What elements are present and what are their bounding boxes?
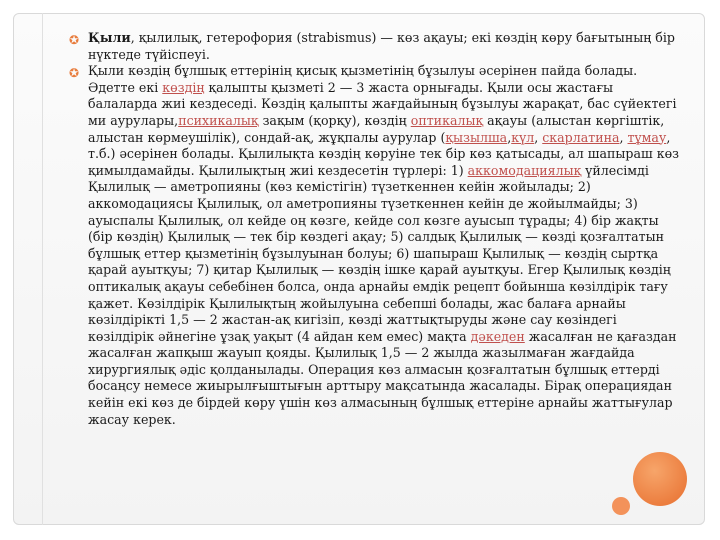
paragraph-text: , <box>619 129 628 145</box>
bullet-icon: ✪ <box>69 33 80 47</box>
link-kul[interactable]: күл <box>511 129 535 145</box>
link-optical[interactable]: оптикалық <box>410 112 484 128</box>
definition-text: , қылилық, гетерофория (strabismus) — көз ақауы; екі көздің көру бағытының бір нүктеде түйіспеуі. <box>88 30 675 62</box>
link-measles[interactable]: қызылша <box>445 129 508 145</box>
paragraph-text: ақауы (алыстан көргіштік, алыстан көрмеушілік), сондай-ақ, жұқпалы аурулар ( <box>88 112 665 145</box>
bullet-icon: ✪ <box>69 66 80 81</box>
paragraph-text: қалыпты қызметі 2 — 3 жаста орнығады. Қыли осы жастағы балаларда жиі кездеседі. Көздің қалыпты жағдайының бұзылуы жарақат, бас сүйектегі ми аурулары, <box>88 79 677 128</box>
paragraph-text: Қыли көздің бұлшық еттерінің қисық қызметінің бұзылуы әсерінен пайда болады. Әдетте екі <box>88 63 638 95</box>
link-accommodation[interactable]: аккомодациялық <box>467 162 582 178</box>
link-scarlatina[interactable]: скарлатина <box>542 129 620 145</box>
link-flu[interactable]: тұмау <box>627 129 667 145</box>
paragraph-text: үйлесімді Қылилық — аметропияны (көз кемістігін) түзеткеннен кейін жойылады; 2) аккомодациясы Қылилық, ол аметропияны түзеткеннен кейін де жойылмайды; 3) ауыспалы Қылилық, ол кейде оң көзге, кейде сол көзге ауысып тұрады; 4) бір жақты (бір көздің) Қылилық — тек бір көздегі ақау; 5) салдық Қылилық — көзді қозғалтатын бұлшық еттер қызметінің бұзылуынан болуы; 6) шапыраш Қылилық — көздің сыртқа қарай ауытқуы; 7) қитар Қылилық — көздің ішке қарай ауытқуы. Егер Қылилық көздің оптикалық ақауы себебінен болса, онда арнайы емдік рецепт бойынша көзілдірік тағу қажет. Көзілдірік Қылилықтың жойылуына себепші болады, жас балаға арнайы көзілдірікті 1,5 — 2 жастан-ақ кигізіп, көзді жаттықтыруды және сау көзіндегі көзілдірік әйнегіне ұзақ уақыт (4 айдан кем емес) мақта <box>88 162 671 344</box>
link-kozdin[interactable]: көздің <box>162 79 205 95</box>
bullet-description <box>64 63 682 428</box>
paragraph-text: , <box>534 129 543 145</box>
paragraph-text: , <box>507 129 512 145</box>
bullet-definition <box>64 30 682 63</box>
left-rule <box>42 13 43 525</box>
paragraph-text: жасалған не қағаздан жасалған жапқыш жауып қояды. Қылилық 1,5 — 2 жылда жазылмаған жағдайда хирургиялық әдіс қолданылады. Операция көз алмасын қозғалтатын бұлшық еттерді босаңсу немесе жиырылғыштығын арттыру мақсатында жасалады. Бірақ операциядан кейін екі көз де бірдей көру үшін көз алмасының бұлшық еттеріне арнайы жаттығулар жасау керек. <box>88 328 677 427</box>
decorative-circle-large <box>633 452 687 506</box>
paragraph-text: зақым (қорқу), көздің <box>258 112 411 128</box>
paragraph-text: , т.б.) әсерінен болады. Қылилықта көздің көруіне тек бір көз қатысады, ал шапыраш көз қимылдамайды. Қылилықтың жиі кездесетін түрлері: 1) <box>88 129 680 178</box>
slide-content <box>64 30 682 428</box>
link-gauze[interactable]: дәкеден <box>470 328 525 344</box>
term-strabismus: Қыли <box>88 30 131 45</box>
decorative-circle-small <box>612 497 630 515</box>
link-psychic[interactable]: психикалық <box>178 112 259 128</box>
